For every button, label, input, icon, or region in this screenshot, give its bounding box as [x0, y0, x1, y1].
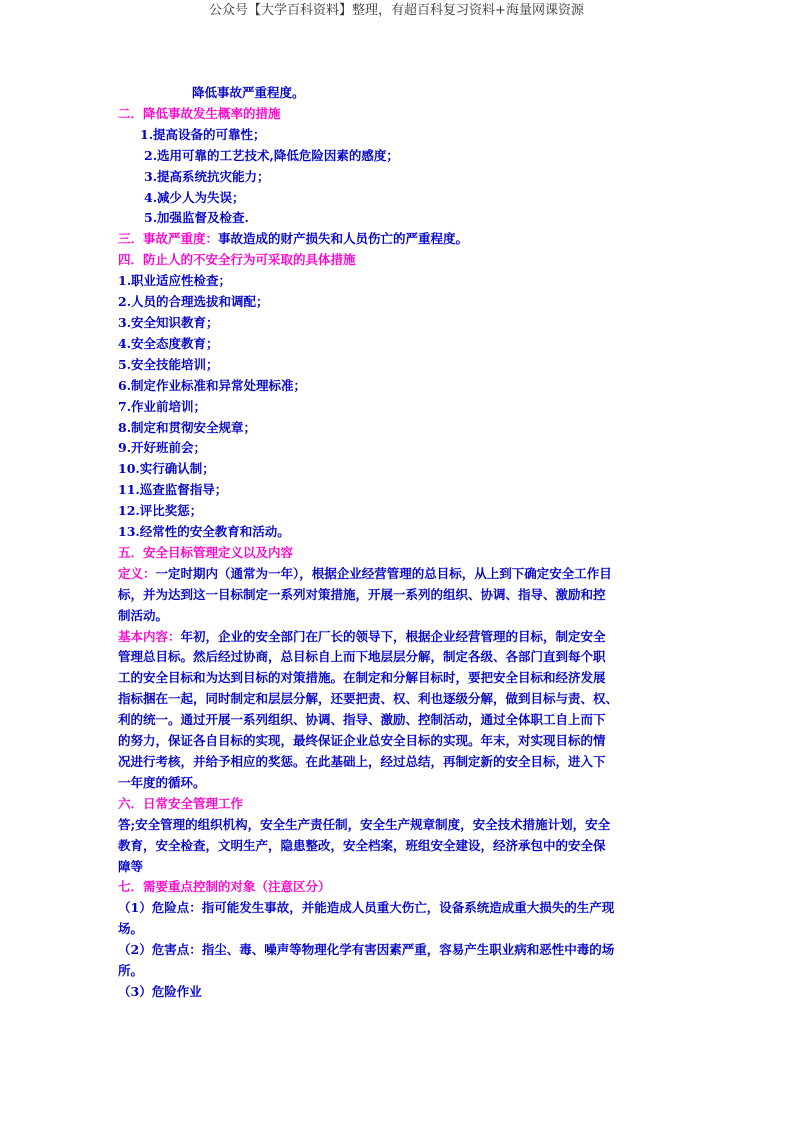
- section-3-title: 三．事故严重度：: [118, 231, 219, 247]
- list-item: 6.制定作业标准和异常处理标准；: [118, 377, 307, 393]
- list-item: 4.减少人为失误；: [144, 189, 245, 205]
- section-3: [118, 229, 678, 250]
- list-item: 12.评比奖惩；: [118, 503, 203, 519]
- section-7-item-1: （1）危险点：指可能发生事故，并能造成人员重大伤亡，设备系统造成重大损失的生产现: [118, 900, 615, 916]
- section-6-text: 答;安全管理的组织机构，安全生产责任制，安全生产规章制度，安全技术措施计划，安全: [118, 816, 611, 832]
- list-item: 8.制定和贯彻安全规章；: [118, 419, 257, 435]
- list-item: 4.安全态度教育；: [118, 335, 219, 351]
- list-item: 5.安全技能培训；: [118, 356, 219, 372]
- section-7-item-1-cont: 场。: [118, 921, 144, 937]
- page-header: 公众号【大学百科资料】整理，有超百科复习资料+海量网课资源: [209, 3, 584, 18]
- definition-text: 一定时期内（通常为一年），根据企业经营管理的总目标，从上到下确定安全工作目: [155, 565, 612, 581]
- list-item: 1.职业适应性检查；: [118, 273, 232, 289]
- definition-text: 标，并为达到这一目标制定一系列对策措施，开展一系列的组织、协调、指导、激励和控: [118, 586, 606, 602]
- intro-line: 降低事故严重程度。: [192, 85, 305, 100]
- basic-content-text: 管理总目标。然后经过协商，总目标自上而下地层层分解，制定各级、各部门直到每个职: [118, 649, 606, 665]
- basic-content-text: 工的安全目标和为达到目标的对策措施。在制定和分解目标时，要把安全目标和经济发展: [118, 670, 606, 686]
- basic-content-text: 年初，企业的安全部门在厂长的领导下，根据企业经营管理的目标，制定安全: [180, 628, 606, 644]
- list-item: 2.选用可靠的工艺技术,降低危险因素的感度；: [144, 147, 399, 163]
- section-6-text: 障等: [118, 858, 144, 874]
- list-item: 2.人员的合理选拔和调配；: [118, 294, 269, 310]
- definition-label: 定义：: [118, 565, 156, 581]
- section-7-item-2: （2）危害点：指尘、毒、噪声等物理化学有害因素严重，容易产生职业病和恶性中毒的场: [118, 942, 615, 958]
- definition-line: [118, 564, 678, 585]
- list-item: 9.开好班前会；: [118, 440, 207, 456]
- section-6-text: 教育，安全检查，文明生产，隐患整改，安全档案，班组安全建设，经济承包中的安全保: [118, 837, 606, 853]
- list-item: 11.巡查监督指导；: [118, 482, 228, 498]
- list-item: 3.提高系统抗灾能力；: [144, 168, 270, 184]
- list-item: 10.实行确认制；: [118, 461, 215, 477]
- document-body: [118, 83, 678, 1003]
- basic-content-text: 况进行考核，并给予相应的奖惩。在此基础上，经过总结，再制定新的安全目标，进入下: [118, 754, 606, 769]
- list-item: 5.加强监督及检查.: [144, 210, 249, 226]
- basic-content-text: 一年度的循环。: [118, 774, 206, 790]
- section-7-item-3: （3）危险作业: [118, 983, 202, 999]
- list-item: 1.提高设备的可靠性；: [140, 126, 266, 142]
- definition-text: 制活动。: [118, 607, 169, 623]
- basic-content-label: 基本内容：: [118, 628, 181, 644]
- list-item: 13.经常性的安全教育和活动。: [118, 524, 290, 540]
- basic-content-text: 利的统一。通过开展一系列组织、协调、指导、激励、控制活动，通过全体职工自上而下: [118, 712, 606, 728]
- section-2-title: 二．降低事故发生概率的措施: [118, 105, 281, 121]
- list-item: 7.作业前培训；: [118, 398, 207, 414]
- list-item: 3.安全知识教育；: [118, 314, 219, 330]
- section-7-item-2-cont: 所。: [118, 963, 144, 979]
- basic-content-line: [118, 627, 678, 648]
- section-7-title: 七．需要重点控制的对象（注意区分）: [118, 879, 331, 895]
- section-4-title: 四．防止人的不安全行为可采取的具体措施: [118, 252, 356, 268]
- section-6-title: 六．日常安全管理工作: [118, 795, 244, 811]
- basic-content-text: 的努力，保证各自目标的实现，最终保证企业总安全目标的实现。年末，对实现目标的情: [118, 733, 606, 749]
- section-5-title: 五．安全目标管理定义以及内容: [118, 544, 294, 560]
- section-3-text: 事故造成的财产损失和人员伤亡的严重程度。: [218, 231, 469, 247]
- basic-content-text: 指标捆在一起，同时制定和层层分解，还要把责、权、利也逐级分解，做到目标与责、权、: [118, 691, 619, 707]
